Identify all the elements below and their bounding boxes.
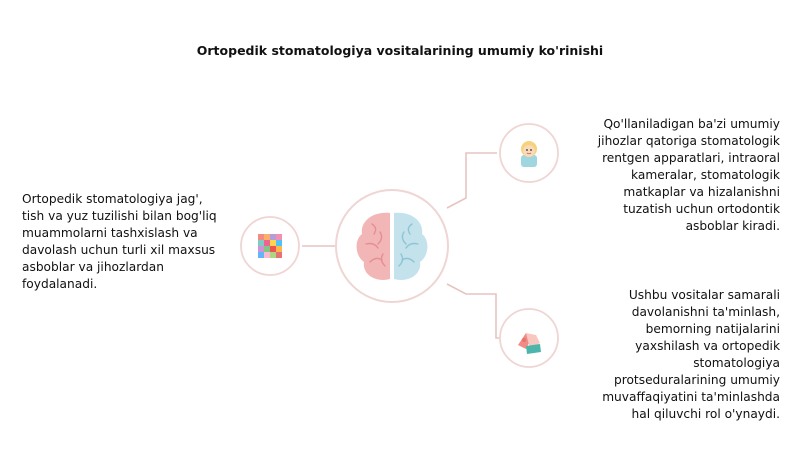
- right-top-node-text: Qo'llaniladigan ba'zi umumiy jihozlar qatoriga stomatologik rentgen apparatlari, intraoral kameralar, stomatologik matkaplar va hizalanishni tuzatish uchun ortodontik asboblar kiradi.: [597, 117, 780, 233]
- connector-right-top: [447, 153, 497, 208]
- right-bottom-node: [500, 309, 558, 367]
- diagram-title: Ortopedik stomatologiya vositalarining umumiy ko'rinishi: [196, 43, 604, 58]
- connector-right-bottom: [447, 284, 500, 338]
- center-node-ring: [336, 190, 448, 302]
- left-node-text: Ortopedik stomatologiya jag', tish va yuz tuzilishi bilan bog'liq muammolarni tashxislash va davolash uchun turli xil maxsus asboblar va jihozlardan foydalanadi.: [22, 192, 217, 291]
- center-node: [336, 190, 448, 302]
- right-bottom-node-text: Ushbu vositalar samarali davolanishni ta'minlash, bemorning natijalarini yaxshilash va ortopedik stomatologiya protseduralarining umumiy muvaffaqiyatini ta'minlashda hal qiluvchi rol o'ynaydi.: [602, 288, 780, 421]
- right-top-node: [500, 124, 558, 182]
- person-avatar-icon: [521, 141, 537, 167]
